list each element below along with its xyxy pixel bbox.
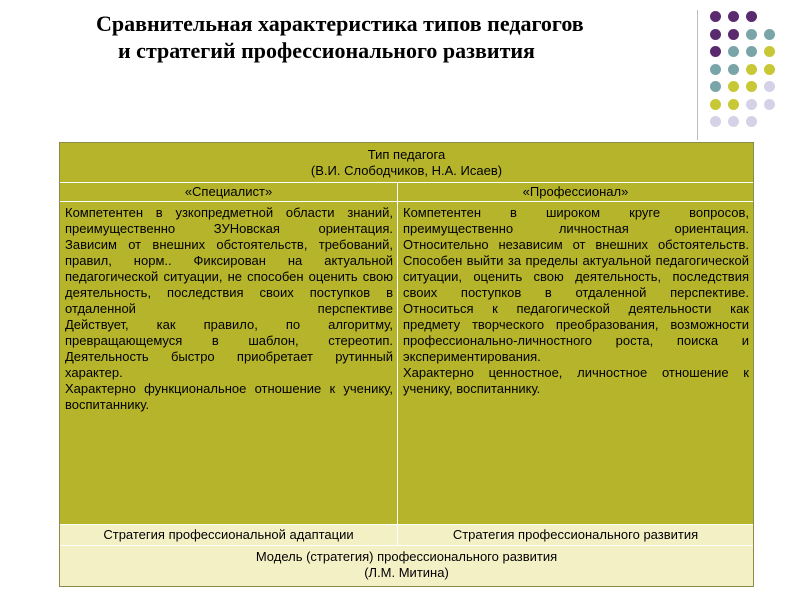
specialist-paragraph: Зависим от внешних обстоятельств, требований, правил, норм.. Фиксирован на актуальной педагогической ситуации, не способен оценить свою деятельность, последствия своих поступков в отдаленной перспективе (65, 237, 393, 316)
table-footer-author: (Л.М. Митина) (364, 565, 449, 580)
professional-paragraph: Относительно независим от внешних обстоятельств. (403, 237, 749, 252)
decorative-dot (728, 64, 739, 75)
decorative-dot (746, 81, 757, 92)
specialist-description (60, 202, 398, 525)
decorative-dot (746, 99, 757, 110)
professional-description (398, 202, 753, 525)
decorative-dot (710, 116, 721, 127)
decorative-dot (764, 64, 775, 75)
professional-paragraph: Характерно ценностное, личностное отношение к ученику, воспитаннику. (403, 365, 749, 396)
column-header-professional: «Профессионал» (398, 183, 753, 202)
professional-paragraph: Компетентен в широком круге вопросов, преимущественно личностная ориентация. (403, 205, 749, 236)
professional-paragraph: Способен выйти за пределы актуальной педагогической ситуации, оценить свою деятельность, последствия своих поступков в отдаленной перспективе. (403, 253, 749, 300)
decorative-dot (746, 116, 757, 127)
decorative-dot (764, 99, 775, 110)
table-footer-model: Модель (стратегия) профессионального развития (255, 549, 558, 564)
table-header-title: Тип педагога (367, 147, 446, 162)
decorative-dot (764, 29, 775, 40)
decorative-divider (697, 10, 698, 140)
strategy-development: Стратегия профессионального развития (398, 525, 753, 546)
specialist-paragraph: Действует, как правило, по алгоритму, превращающемуся в шаблон, стереотип. Деятельность быстро приобретает рутинный характер. (65, 317, 393, 380)
slide-title-line-1: Сравнительная характеристика типов педагогов (96, 11, 584, 36)
specialist-paragraph: Характерно функциональное отношение к ученику, воспитаннику. (65, 381, 393, 412)
decorative-dot (764, 46, 775, 57)
decorative-dot (728, 29, 739, 40)
decorative-dot (728, 81, 739, 92)
decorative-dot (728, 99, 739, 110)
professional-paragraph: Относиться к педагогической деятельности как предмету творческого преобразования, возможности профессионально-личностного роста, поиска и экспериментирования. (403, 301, 749, 364)
decorative-dot (710, 46, 721, 57)
decorative-dot (764, 81, 775, 92)
comparison-table (59, 142, 754, 587)
decorative-dot (710, 81, 721, 92)
decorative-dot (746, 29, 757, 40)
decorative-dot (710, 29, 721, 40)
decorative-dot (746, 46, 757, 57)
table-header (60, 143, 753, 183)
slide-title-line-2: и стратегий профессионального развития (118, 38, 535, 63)
table-footer (60, 546, 753, 586)
decorative-dot (728, 46, 739, 57)
table-header-authors: (В.И. Слободчиков, Н.А. Исаев) (310, 163, 503, 178)
slide-title (90, 10, 690, 64)
specialist-paragraph: Компетентен в узкопредметной области знаний, преимущественно ЗУНовская ориентация. (65, 205, 393, 236)
strategy-adaptation: Стратегия профессиональной адаптации (60, 525, 398, 546)
decorative-dot (710, 11, 721, 22)
column-header-specialist: «Специалист» (60, 183, 398, 202)
decorative-dot (710, 99, 721, 110)
decorative-dot (746, 11, 757, 22)
decorative-dot (728, 116, 739, 127)
decorative-dot (710, 64, 721, 75)
decorative-dot (746, 64, 757, 75)
decorative-dot (728, 11, 739, 22)
